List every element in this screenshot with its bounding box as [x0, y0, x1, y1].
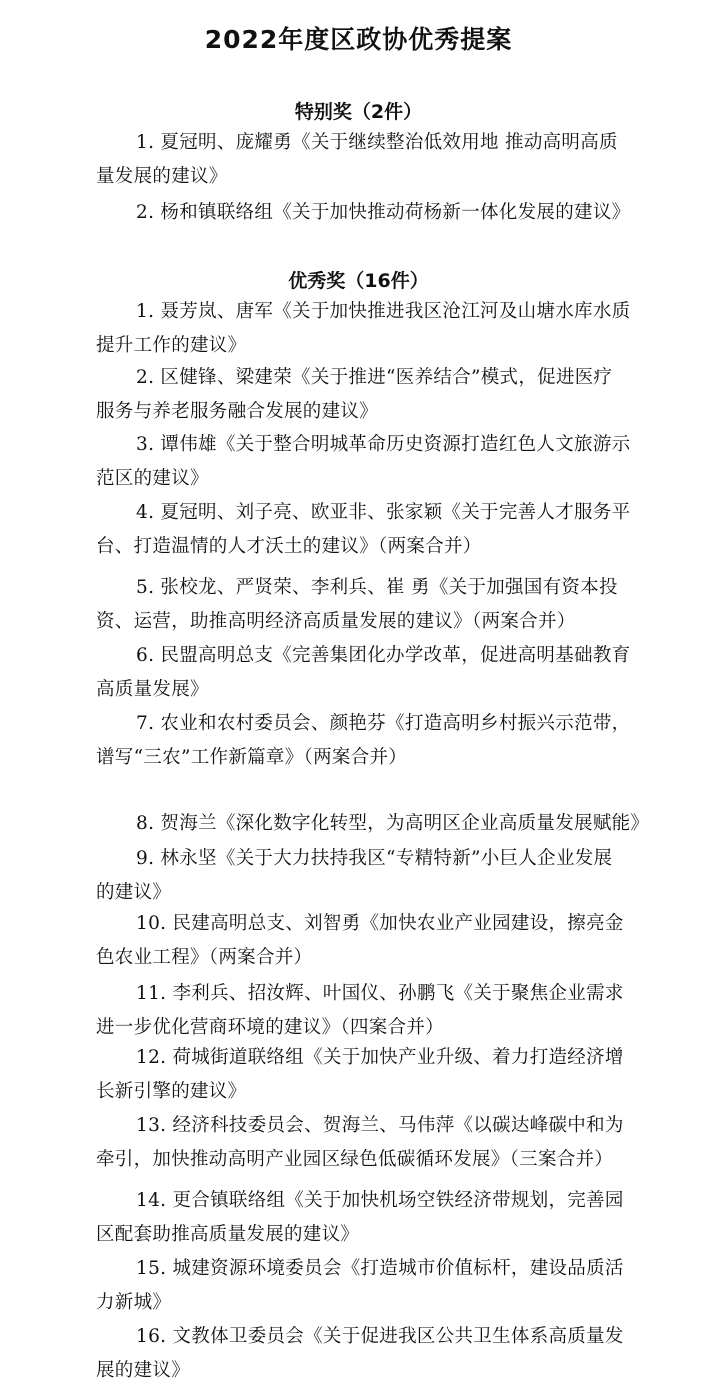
proposal-line: 10. 民建高明总支、刘智勇《加快农业产业园建设，擦亮金 — [136, 913, 624, 934]
proposal-line: 4. 夏冠明、刘子亮、欧亚非、张家颖《关于完善人才服务平 — [136, 502, 631, 523]
proposal-line: 长新引擎的建议》 — [96, 1081, 247, 1102]
section-heading: 特别奖（2件） — [294, 101, 423, 123]
proposal-line: 7. 农业和农村委员会、颜艳芬《打造高明乡村振兴示范带， — [136, 713, 631, 734]
proposal-line: 2. 杨和镇联络组《关于加快推动荷杨新一体化发展的建议》 — [136, 202, 631, 223]
proposal-line: 资、运营，助推高明经济高质量发展的建议》（两案合并） — [96, 611, 576, 632]
proposal-line: 6. 民盟高明总支《完善集团化办学改革，促进高明基础教育 — [136, 645, 631, 666]
proposal-line: 1. 夏冠明、庞耀勇《关于继续整治低效用地 推动高明高质 — [136, 132, 618, 153]
proposal-line: 高质量发展》 — [96, 679, 209, 700]
proposal-line: 服务与养老服务融合发展的建议》 — [96, 401, 379, 422]
proposal-line: 区配套助推高质量发展的建议》 — [96, 1224, 360, 1245]
proposal-line: 11. 李利兵、招汝辉、叶国仪、孙鹏飞《关于聚焦企业需求 — [136, 983, 624, 1004]
proposal-line: 8. 贺海兰《深化数字化转型，为高明区企业高质量发展赋能》 — [136, 813, 650, 834]
proposal-line: 14. 更合镇联络组《关于加快机场空铁经济带规划，完善园 — [136, 1190, 624, 1211]
page-title: 2022年度区政协优秀提案 — [204, 25, 513, 54]
proposal-line: 5. 张校龙、严贤荣、李利兵、崔 勇《关于加强国有资本投 — [136, 577, 618, 598]
proposal-line: 提升工作的建议》 — [96, 335, 247, 356]
proposal-line: 2. 区健锋、梁建荣《关于推进“医养结合”模式，促进医疗 — [136, 367, 613, 388]
proposal-line: 13. 经济科技委员会、贺海兰、马伟萍《以碳达峰碳中和为 — [136, 1115, 624, 1136]
proposal-line: 牵引，加快推动高明产业园区绿色低碳循环发展》（三案合并） — [96, 1149, 614, 1170]
proposal-line: 15. 城建资源环境委员会《打造城市价值标杆，建设品质活 — [136, 1258, 624, 1279]
proposal-line: 3. 谭伟雄《关于整合明城革命历史资源打造红色人文旅游示 — [136, 434, 631, 455]
proposal-line: 量发展的建议》 — [96, 166, 228, 187]
proposal-line: 力新城》 — [96, 1292, 172, 1313]
proposal-line: 色农业工程》（两案合并） — [96, 947, 313, 968]
proposal-line: 范区的建议》 — [96, 468, 209, 489]
proposal-line: 12. 荷城街道联络组《关于加快产业升级、着力打造经济增 — [136, 1047, 624, 1068]
section-heading: 优秀奖（16件） — [288, 270, 429, 292]
proposal-line: 1. 聂芳岚、唐军《关于加快推进我区沧江河及山塘水库水质 — [136, 301, 631, 322]
proposal-line: 16. 文教体卫委员会《关于促进我区公共卫生体系高质量发 — [136, 1326, 624, 1347]
proposal-line: 的建议》 — [96, 882, 172, 903]
proposal-line: 谱写“三农”工作新篇章》（两案合并） — [96, 747, 408, 768]
proposal-line: 9. 林永坚《关于大力扶持我区“专精特新”小巨人企业发展 — [136, 848, 613, 869]
proposal-line: 进一步优化营商环境的建议》（四案合并） — [96, 1017, 444, 1038]
proposal-line: 展的建议》 — [96, 1360, 191, 1381]
proposal-line: 台、打造温情的人才沃土的建议》（两案合并） — [96, 536, 482, 557]
